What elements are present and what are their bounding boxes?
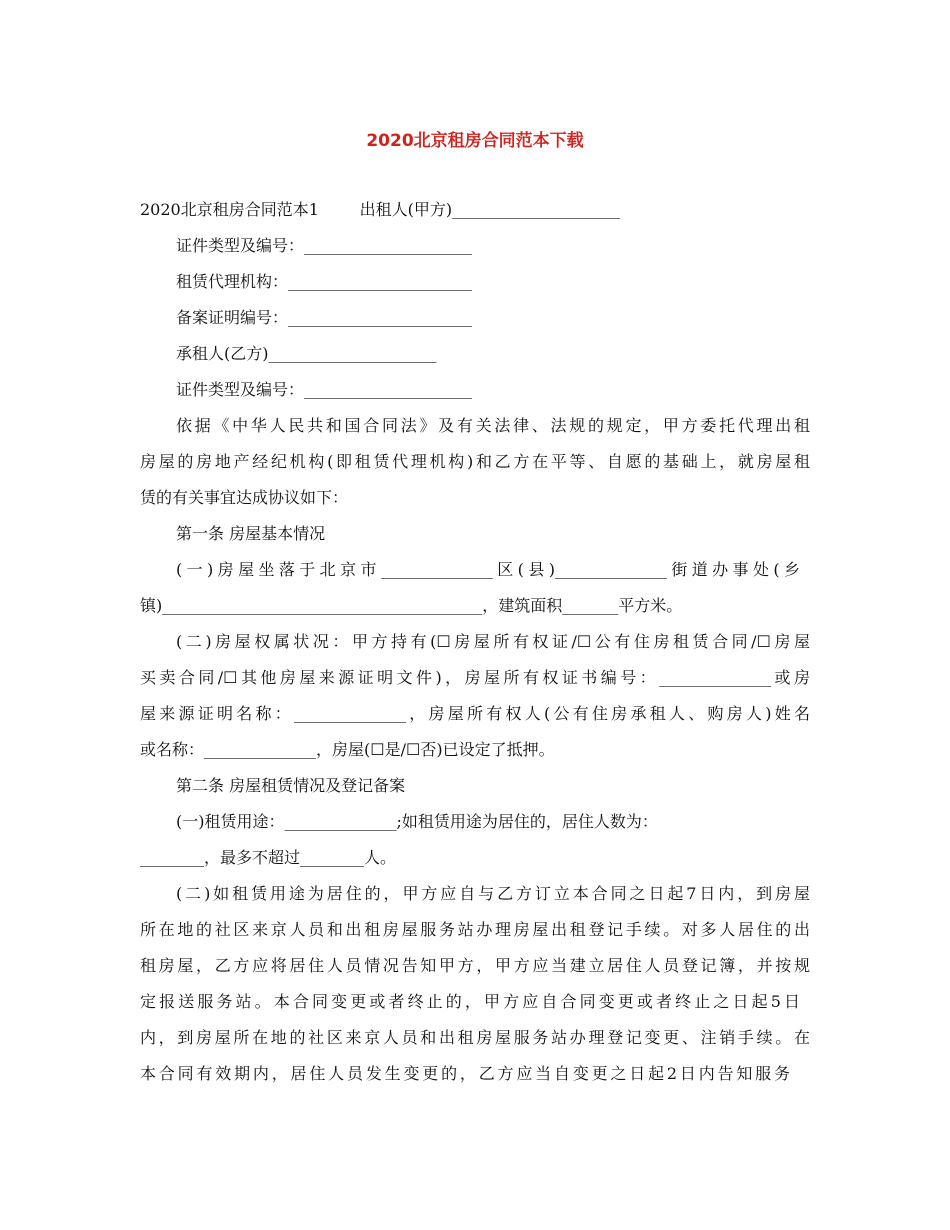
article-heading: 第一条 房屋基本情况 [176,524,326,543]
text-line: 承租人(乙方)_____________________ [176,344,437,363]
text-line: 证件类型及编号：_____________________ [176,236,473,255]
text-line: 依据《中华人民共和国合同法》及有关法律、法规的规定，甲方委托代理出租 [176,416,810,435]
text-line: 备案证明编号：_______________________ [176,308,473,327]
text-line: (一)租赁用途：______________;如租赁用途为居住的，居住人数为： [176,812,658,831]
text-line: 本合同有效期内，居住人员发生变更的，乙方应当自变更之日起2日内告知服务 [140,1064,790,1083]
text-line: ________，最多不超过________人。 [140,848,397,867]
text-line: 定报送服务站。本合同变更或者终止的，甲方应自合同变更或者终止之日起5日 [140,992,800,1011]
text-line: (二)如租赁用途为居住的，甲方应自与乙方订立本合同之日起7日内，到房屋 [176,884,810,903]
article-heading: 第二条 房屋租赁情况及登记备案 [176,776,406,795]
text-line: 或名称：______________，房屋(☐是/☐否)已设定了抵押。 [140,740,555,759]
text-line: (二)房屋权属状况：甲方持有(☐房屋所有权证/☐公有住房租赁合同/☐房屋 [176,632,810,651]
text-line: (一)房屋坐落于北京市______________区(县)______________街道办事处(乡 [176,560,800,579]
document-title: 2020北京租房合同范本下载 [366,131,584,151]
text-line: 赁的有关事宜达成协议如下： [140,488,349,507]
text-line: 房屋的房地产经纪机构(即租赁代理机构)和乙方在平等、自愿的基础上，就房屋租 [140,452,810,471]
text-line: 租赁代理机构：_______________________ [176,272,473,291]
text-line: 证件类型及编号：_____________________ [176,380,473,399]
text-line: 屋来源证明名称：______________，房屋所有权人(公有住房承租人、购房人)姓名 [140,704,810,723]
text-line: 租房屋，乙方应将居住人员情况告知甲方，甲方应当建立居住人员登记簿，并按规 [140,956,810,975]
text-line: 买卖合同/☐其他房屋来源证明文件)，房屋所有权证书编号：______________或房 [140,668,810,687]
header-line: 2020北京租房合同范本1 出租人(甲方)_____________________ [140,200,621,219]
text-line: 所在地的社区来京人员和出租房屋服务站办理房屋出租登记手续。对多人居住的出 [140,920,810,939]
text-line: 内，到房屋所在地的社区来京人员和出租房屋服务站办理登记变更、注销手续。在 [140,1028,810,1047]
text-line: 镇)________________________________________，建筑面积_______平方米。 [140,596,683,615]
